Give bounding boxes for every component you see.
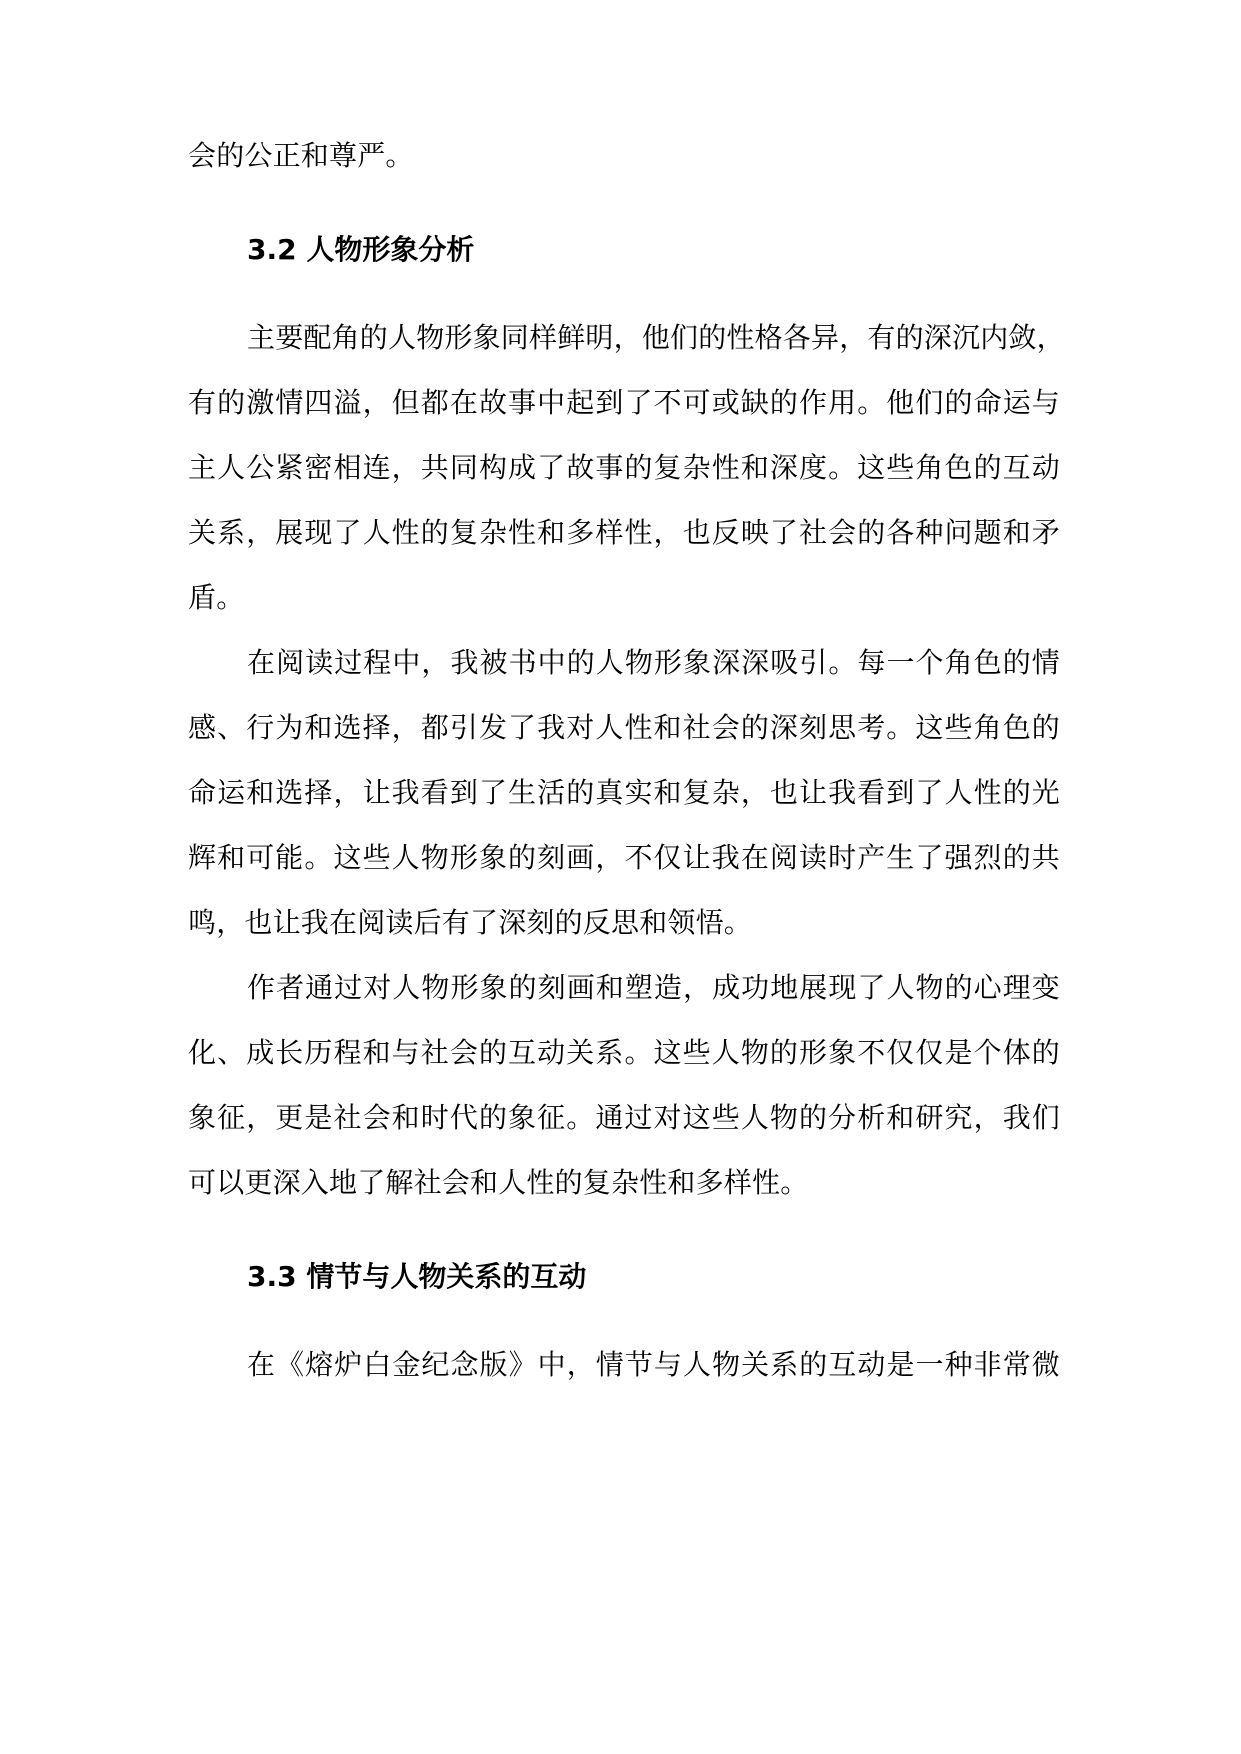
paragraph-line: 鸣，也让我在阅读后有了深刻的反思和领悟。 xyxy=(188,906,753,939)
paragraph-line: 化、成长历程和与社会的互动关系。这些人物的形象不仅仅是个体的 xyxy=(188,1036,1060,1069)
paragraph-line: 在《熔炉白金纪念版》中，情节与人物关系的互动是一种非常微 xyxy=(247,1348,1060,1381)
paragraph-line: 感、行为和选择，都引发了我对人性和社会的深刻思考。这些角色的 xyxy=(188,711,1060,744)
paragraph-line: 主要配角的人物形象同样鲜明，他们的性格各异，有的深沉内敛， xyxy=(247,321,1065,354)
paragraph-line: 在阅读过程中，我被书中的人物形象深深吸引。每一个角色的情 xyxy=(247,646,1060,679)
paragraph-line: 象征，更是社会和时代的象征。通过对这些人物的分析和研究，我们 xyxy=(188,1101,1060,1134)
paragraph-line: 主人公紧密相连，共同构成了故事的复杂性和深度。这些角色的互动 xyxy=(188,451,1060,484)
paragraph-line: 作者通过对人物形象的刻画和塑造，成功地展现了人物的心理变 xyxy=(247,971,1060,1004)
paragraph-line: 命运和选择，让我看到了生活的真实和复杂，也让我看到了人性的光 xyxy=(188,776,1060,809)
section-heading-3-3: 3.3 情节与人物关系的互动 xyxy=(247,1260,587,1293)
paragraph-line: 辉和可能。这些人物形象的刻画，不仅让我在阅读时产生了强烈的共 xyxy=(188,841,1060,874)
paragraph-continuation-line: 会的公正和尊严。 xyxy=(188,139,414,172)
section-heading-3-2: 3.2 人物形象分析 xyxy=(247,233,475,266)
paragraph-line: 可以更深入地了解社会和人性的复杂性和多样性。 xyxy=(188,1166,809,1199)
paragraph-line: 关系，展现了人性的复杂性和多样性，也反映了社会的各种问题和矛 xyxy=(188,516,1060,549)
paragraph-line: 有的激情四溢，但都在故事中起到了不可或缺的作用。他们的命运与 xyxy=(188,386,1060,419)
paragraph-line: 盾。 xyxy=(188,581,245,614)
